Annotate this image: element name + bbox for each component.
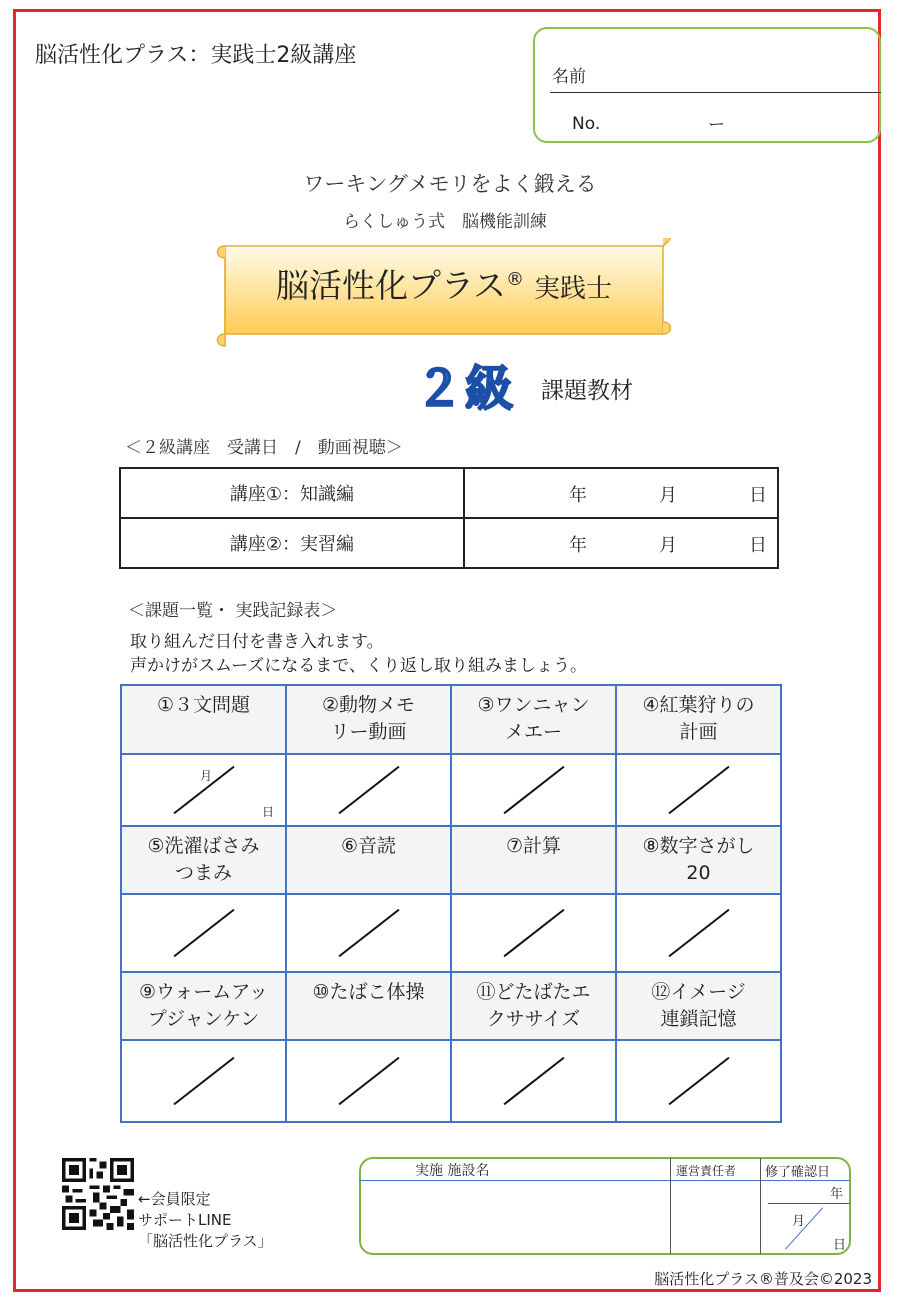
- date-slash: [338, 766, 399, 814]
- task-date-row: [121, 1040, 781, 1122]
- task-header-row: [121, 826, 781, 894]
- grade-suffix: 課題教材: [541, 378, 633, 404]
- task-date-row: [121, 894, 781, 972]
- task-header-row: [121, 685, 781, 754]
- day-label: 日: [749, 535, 767, 556]
- task-date-cell[interactable]: [451, 754, 616, 826]
- task-date-cell[interactable]: [616, 894, 781, 972]
- task-title-line: ②動物メモ: [321, 694, 416, 716]
- brand-name: 脳活性化プラス: [275, 266, 506, 305]
- date-slash: [173, 1057, 234, 1105]
- completion-month-label: 月: [792, 1214, 806, 1229]
- manager-field[interactable]: [672, 1182, 758, 1252]
- support-line: サポートLINE: [138, 1211, 232, 1229]
- no-label: No.: [572, 114, 601, 134]
- date-slash: [173, 909, 234, 957]
- task-header: [451, 826, 616, 894]
- task-title-line: 20: [686, 862, 711, 884]
- task-title-line: つまみ: [174, 862, 232, 884]
- task-title-line: ①３文問題: [156, 694, 251, 716]
- task-title-line: ⑨ウォームアッ: [139, 981, 268, 1003]
- date-slash: [338, 909, 399, 957]
- task-date-cell[interactable]: [121, 894, 286, 972]
- grade-label: ２級: [415, 361, 516, 417]
- task-date-row: [121, 754, 781, 826]
- schedule-label: ＜２級講座 受講日 / 動画視聴＞: [125, 438, 403, 458]
- schedule-table: [119, 467, 779, 569]
- task-title-line: ⑫イメージ: [651, 981, 746, 1003]
- task-header: [616, 685, 781, 754]
- task-title-line: ⑤洗濯ばさみ: [147, 835, 260, 857]
- instruction-line: 声かけがスムーズになるまで、くり返し取り組みましょう。: [130, 656, 587, 676]
- task-title-line: ④紅葉狩りの: [642, 694, 755, 716]
- schedule-row: [120, 468, 778, 518]
- date-slash: [338, 1057, 399, 1105]
- month-label: 月: [659, 485, 677, 506]
- task-header: [286, 826, 451, 894]
- task-date-cell[interactable]: [451, 1040, 616, 1122]
- task-header: [121, 685, 286, 754]
- facility-name-label: 実施 施設名: [415, 1163, 490, 1179]
- task-date-cell[interactable]: [451, 894, 616, 972]
- task-title-line: ⑩たばこ体操: [312, 981, 425, 1003]
- task-header: [121, 826, 286, 894]
- task-title-line: ⑪どたばたエ: [476, 981, 591, 1003]
- task-title-line: メエー: [504, 721, 562, 743]
- task-header: [286, 972, 451, 1040]
- completion-year-label: 年: [830, 1187, 844, 1202]
- manager-label: 運営責任者: [676, 1164, 737, 1178]
- schedule-date-field[interactable]: [464, 518, 778, 568]
- task-title-line: リー動画: [330, 721, 407, 743]
- year-label: 年: [569, 535, 587, 556]
- registered-mark: ®: [506, 269, 524, 290]
- subtitle: らくしゅう式 脳機能訓練: [343, 212, 547, 232]
- name-field[interactable]: [550, 92, 881, 93]
- schedule-row: [120, 518, 778, 568]
- cell-day-label: 日: [262, 805, 275, 819]
- task-header: [451, 685, 616, 754]
- task-date-cell[interactable]: [616, 754, 781, 826]
- no-field[interactable]: ー: [708, 115, 725, 135]
- task-title-line: ⑥音読: [340, 835, 397, 857]
- brand-title: [215, 260, 673, 307]
- qr-code-icon[interactable]: [62, 1158, 134, 1230]
- task-date-cell[interactable]: [286, 1040, 451, 1122]
- year-label: 年: [569, 485, 587, 506]
- task-record-grid: [120, 684, 782, 1123]
- task-header: [616, 826, 781, 894]
- task-date-cell[interactable]: [286, 754, 451, 826]
- month-label: 月: [659, 535, 677, 556]
- name-label: 名前: [552, 67, 586, 87]
- facility-divider: [760, 1158, 761, 1254]
- date-slash: [503, 909, 564, 957]
- facility-divider: [670, 1158, 671, 1254]
- schedule-course: 講座①：知識編: [120, 468, 464, 518]
- support-line: ←会員限定: [138, 1190, 211, 1208]
- task-title-line: クササイズ: [486, 1008, 581, 1030]
- task-header: [451, 972, 616, 1040]
- date-slash: [668, 1057, 729, 1105]
- instruction-line: 取り組んだ日付を書き入れます。: [130, 632, 384, 652]
- date-slash: [503, 766, 564, 814]
- task-date-cell[interactable]: [616, 1040, 781, 1122]
- task-header: [121, 972, 286, 1040]
- facility-name-field[interactable]: [362, 1182, 668, 1252]
- task-title-line: ⑧数字さがし: [642, 835, 755, 857]
- task-title-line: 連鎖記憶: [660, 1008, 737, 1030]
- completion-date-label: 修了確認日: [765, 1165, 831, 1180]
- course-title: 脳活性化プラス：実践士2級講座: [35, 43, 357, 68]
- task-title-line: 計画: [679, 721, 718, 743]
- task-title-line: ⑦計算: [505, 835, 562, 857]
- facility-divider: [359, 1180, 849, 1181]
- task-date-cell[interactable]: [121, 1040, 286, 1122]
- completion-date-field[interactable]: [762, 1182, 848, 1252]
- schedule-date-field[interactable]: [464, 468, 778, 518]
- task-title-line: ③ワンニャン: [477, 694, 590, 716]
- role-name: 実践士: [534, 274, 613, 304]
- task-header: [616, 972, 781, 1040]
- tasks-label: ＜課題一覧・ 実践記録表＞: [128, 601, 338, 621]
- date-slash: [668, 909, 729, 957]
- task-header-row: [121, 972, 781, 1040]
- schedule-course: 講座②：実習編: [120, 518, 464, 568]
- day-label: 日: [749, 485, 767, 506]
- support-line: 「脳活性化プラス」: [138, 1232, 273, 1250]
- instructions: [130, 630, 587, 678]
- task-date-cell[interactable]: [286, 894, 451, 972]
- task-title-line: プジャンケン: [147, 1008, 260, 1030]
- completion-day-label: 日: [833, 1238, 847, 1253]
- cell-month-label: 月: [200, 769, 213, 783]
- date-slash: [503, 1057, 564, 1105]
- task-header: [286, 685, 451, 754]
- support-line-text: [138, 1189, 273, 1252]
- date-slash: [668, 766, 729, 814]
- task-date-cell[interactable]: [121, 754, 286, 826]
- tagline: ワーキングメモリをよく鍛える: [303, 172, 597, 196]
- copyright: 脳活性化プラス®普及会©2023: [654, 1270, 872, 1288]
